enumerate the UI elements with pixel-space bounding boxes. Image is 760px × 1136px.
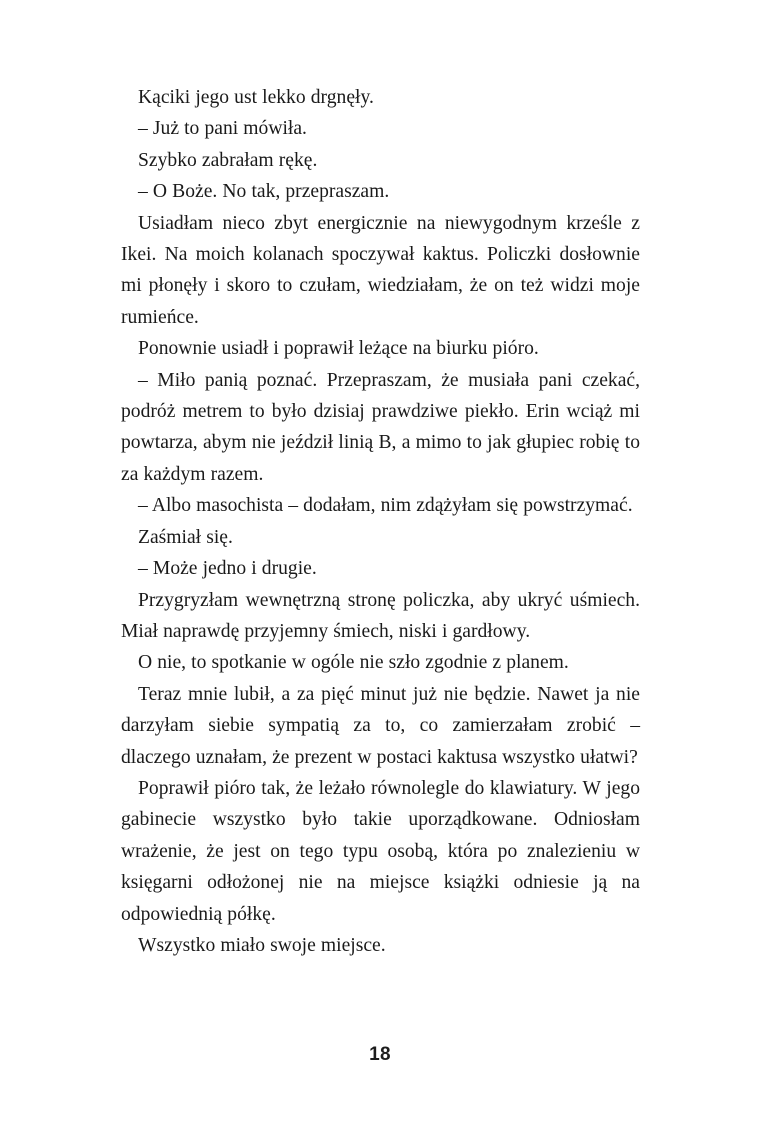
page-number: 18 [369,1044,391,1065]
paragraph: – Albo masochista – dodałam, nim zdążyłam się powstrzymać. [138,495,633,517]
paragraph: Przygryzłam wewnętrzną stronę policzka, aby ukryć uśmiech. Miał naprawdę przyjemny śmiech, niski i gardłowy. [121,589,640,642]
page-text-block [121,82,640,961]
paragraph: Teraz mnie lubił, a za pięć minut już nie będzie. Nawet ja nie darzyłam siebie sympatią za to, co zamierzałam zrobić – dlaczego uznałam, że prezent w postaci kaktusa wszystko ułatwi? [121,683,640,768]
paragraph: Poprawił pióro tak, że leżało równolegle do klawiatury. W jego gabinecie wszystko było takie uporządkowane. Odniosłam wrażenie, że jest on tego typu osobą, która po znalezieniu w księgarni odłożonej nie na miejsce książki odniesie ją na odpowiednią półkę. [121,777,640,925]
paragraph: Szybko zabrałam rękę. [138,149,318,171]
paragraph: Wszystko miało swoje miejsce. [138,934,386,956]
paragraph: Ponownie usiadł i poprawił leżące na biurku pióro. [138,338,539,360]
paragraph: Usiadłam nieco zbyt energicznie na niewygodnym krześle z Ikei. Na moich kolanach spoczywał kaktus. Policzki dosłownie mi płonęły i skoro to czułam, wiedziałam, że on też widzi moje rumieńce. [121,212,640,328]
paragraph: – Miło panią poznać. Przepraszam, że musiała pani czekać, podróż metrem to było dzisiaj prawdziwe piekło. Erin wciąż mi powtarza, abym nie jeździł linią B, a mimo to jak głupiec robię to za każdym razem. [121,369,640,485]
paragraph: Zaśmiał się. [138,526,233,548]
paragraph: – Już to pani mówiła. [138,118,307,140]
paragraph: – O Boże. No tak, przepraszam. [138,181,390,203]
paragraph: – Może jedno i drugie. [138,558,317,580]
paragraph: O nie, to spotkanie w ogóle nie szło zgodnie z planem. [138,652,569,674]
paragraph: Kąciki jego ust lekko drgnęły. [138,87,374,108]
